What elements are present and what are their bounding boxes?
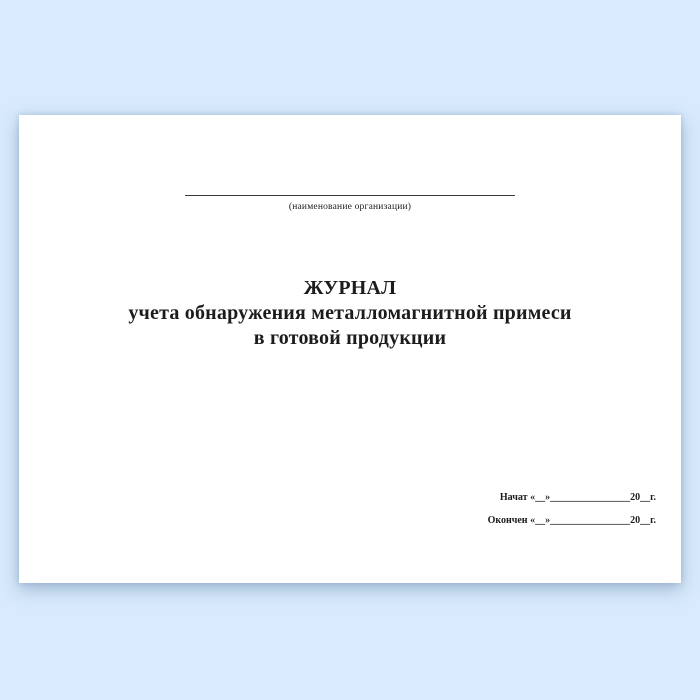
date-started-line: Начат «__»________________20__г. [499,492,656,503]
journal-subtitle-line2: в готовой продукции [253,327,447,349]
journal-dates-block [488,492,656,527]
organization-name-block [19,181,681,214]
organization-name-caption: (наименование организации) [288,202,412,212]
journal-cover-page [19,115,681,583]
organization-name-blank-line [185,181,515,196]
journal-title-block [19,276,681,351]
journal-title: ЖУРНАЛ [303,277,397,299]
journal-subtitle-line1: учета обнаружения металломагнитной примеси [128,302,572,324]
date-finished-line: Окончен «__»________________20__г. [487,515,656,526]
